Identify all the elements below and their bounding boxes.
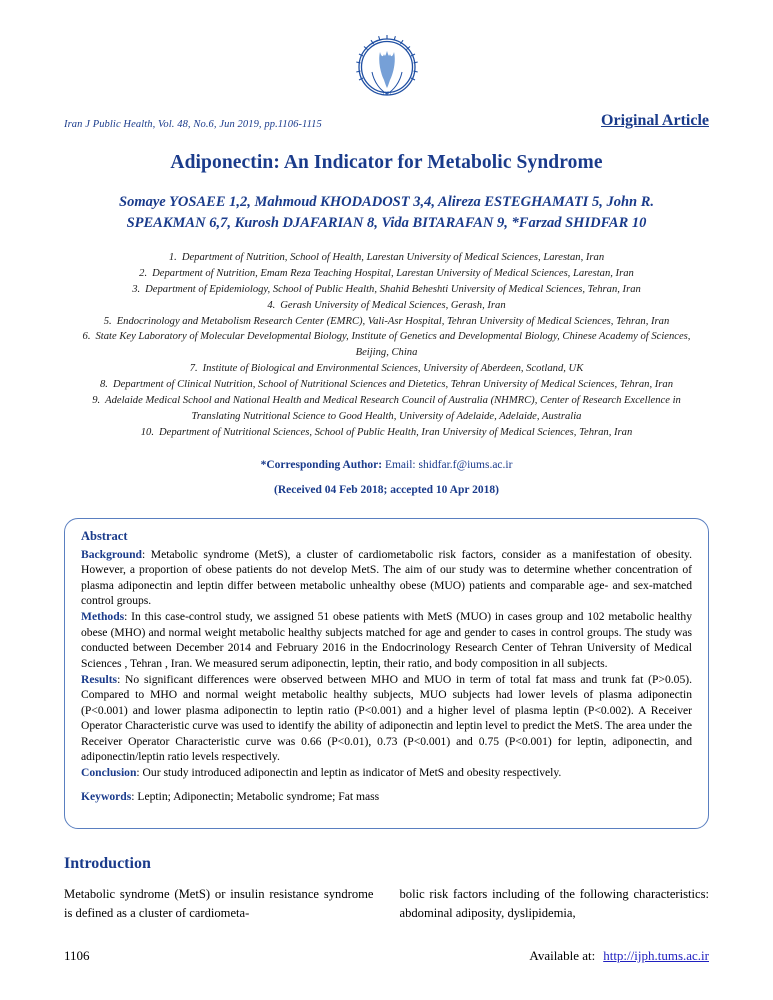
affiliation-number: 5.	[103, 315, 112, 327]
author-list	[64, 192, 709, 234]
affiliation-item	[68, 298, 705, 314]
affiliation-item	[68, 266, 705, 282]
affiliation-item	[68, 425, 705, 441]
affiliation-text: Gerash University of Medical Sciences, Gerash, Iran	[280, 299, 506, 311]
introduction-column-right: bolic risk factors including of the following characteristics: abdominal adiposity, dyslipidemia,	[399, 887, 709, 921]
affiliation-list	[64, 250, 709, 441]
abstract-heading: Abstract	[81, 528, 128, 543]
iran-university-emblem-icon	[350, 30, 424, 104]
abstract-conclusion-text: : Our study introduced adiponectin and leptin as indicator of MetS and obesity respectively.	[136, 766, 562, 780]
affiliation-item	[68, 314, 705, 330]
available-label: Available at:	[529, 948, 596, 963]
affiliation-item	[68, 282, 705, 298]
author-line-2: SPEAKMAN 6,7, Kurosh DJAFARIAN 8, Vida BITARAFAN 9, *Farzad SHIDFAR 10	[126, 215, 647, 232]
author-line-1: Somaye YOSAEE 1,2, Mahmoud KHODADOST 3,4, Alireza ESTEGHAMATI 5, John R.	[119, 194, 654, 210]
affiliation-number: 3.	[132, 283, 141, 295]
abstract-methods	[81, 609, 692, 671]
header-row	[64, 112, 709, 132]
abstract-conclusion-label: Conclusion	[81, 766, 137, 780]
abstract-box	[64, 518, 709, 830]
journal-reference: Iran J Public Health, Vol. 48, No.6, Jun 2019, pp.1106-1115	[64, 119, 322, 130]
keywords-text: : Leptin; Adiponectin; Metabolic syndrome; Fat mass	[131, 789, 380, 803]
keywords	[81, 790, 692, 803]
abstract-results	[81, 672, 692, 764]
affiliation-text: Adelaide Medical School and National Health and Medical Research Council of Australia (NHMRC), Center of Research Excellence in Translating Nutritional Science to Good Health, University of Adelaide, Adelaide, Australia	[105, 395, 681, 422]
affiliation-number: 7.	[189, 363, 198, 375]
affiliation-number: 6.	[82, 331, 91, 343]
affiliation-text: Department of Epidemiology, School of Public Health, Shahid Beheshti University of Medical Sciences, Tehran, Iran	[145, 283, 641, 295]
affiliation-text: Department of Clinical Nutrition, School of Nutritional Sciences and Dietetics, Tehran University of Medical Sciences, Tehran, Iran	[112, 379, 673, 391]
availability	[529, 948, 709, 964]
affiliation-text: Endocrinology and Metabolism Research Center (EMRC), Vali-Asr Hospital, Tehran University of Medical Sciences, Tehran, Iran	[116, 315, 670, 327]
affiliation-item	[68, 329, 705, 361]
affiliation-item	[68, 377, 705, 393]
page-title: Adiponectin: An Indicator for Metabolic Syndrome	[170, 152, 603, 173]
received-dates: (Received 04 Feb 2018; accepted 10 Apr 2018)	[274, 483, 499, 496]
abstract-methods-label: Methods	[81, 610, 125, 624]
introduction-columns	[64, 885, 709, 923]
affiliation-number: 8.	[100, 379, 108, 391]
keywords-label: Keywords	[81, 789, 132, 803]
affiliation-text: Department of Nutrition, Emam Reza Teaching Hospital, Larestan University of Medical Sciences, Larestan, Iran	[152, 267, 634, 279]
affiliation-number: 9.	[92, 395, 101, 407]
corresponding-author	[64, 459, 709, 471]
abstract-methods-text: : In this case-control study, we assigned 51 obese patients with MetS (MUO) in cases group and 102 metabolic healthy obese (MHO) and normal weight metabolic healthy subjects matched for age and gender to cases in control groups. The study was conducted between December 2014 and February 2016 in the Endocrinology Research Center of Tehran University of Medical Sciences , Tehran , Iran. We measured serum adiponectin, leptin, their ratio, and body composition in all subjects.	[81, 610, 692, 670]
introduction-heading: Introduction	[64, 855, 151, 873]
emblem-container	[64, 0, 709, 104]
abstract-results-label: Results	[81, 672, 118, 686]
abstract-background	[81, 547, 692, 609]
abstract-background-text: : Metabolic syndrome (MetS), a cluster of cardiometabolic risk factors, consider as a manifestation of obesity. However, a proportion of obese patients do not develop MetS. The aim of our study was to determine whether concentration of plasma adiponectin and leptin differ between metabolic unhealthy obese (MUO) patients and comparable age- and sex-matched control groups.	[81, 547, 692, 607]
affiliation-text: Department of Nutrition, School of Health, Larestan University of Medical Sciences, Larestan, Iran	[181, 252, 605, 264]
affiliation-number: 2.	[139, 267, 148, 279]
abstract-conclusion	[81, 765, 692, 780]
affiliation-item	[68, 250, 705, 266]
abstract-background-label: Background	[81, 547, 142, 561]
page-footer	[64, 948, 709, 964]
abstract-results-text: : No significant differences were observed between MHO and MUO in term of total fat mass and trunk fat (P>0.05). Compared to MHO and normal weight metabolic healthy subjects, MUO subjects had lower levels of plasma adiponectin (P<0.001) and lower plasma adiponectin to leptin ratio (P<0.001) and a higher level of plasma leptin (P<0.002). A Receiver Operator Characteristic curve was used to identify the ability of adiponectin and leptin level to predict the MetS. The area under the Receiver Operator Characteristic curve was 0.66 (P<0.01), 0.73 (P<0.001) and 0.75 (P<0.001) for leptin, adiponectin, and adiponectin/leptin ratio levels respectively.	[81, 672, 692, 763]
page-number: 1106	[64, 948, 90, 963]
affiliation-number: 10.	[140, 426, 154, 438]
affiliation-item	[68, 393, 705, 425]
emblem-year: 1971	[381, 90, 392, 96]
affiliation-number: 4.	[267, 299, 276, 311]
affiliation-text: Department of Nutritional Sciences, School of Public Health, Iran University of Medical Sciences, Tehran, Iran	[158, 426, 633, 438]
corresponding-label: *Corresponding Author:	[260, 458, 383, 471]
article-type-label: Original Article	[601, 112, 709, 129]
affiliation-number: 1.	[168, 252, 177, 264]
journal-url-link[interactable]: http://ijph.tums.ac.ir	[603, 948, 709, 963]
affiliation-text: State Key Laboratory of Molecular Developmental Biology, Institute of Genetics and Developmental Biology, Chinese Academy of Sciences, Beijing, China	[95, 331, 691, 359]
affiliation-item	[68, 361, 705, 377]
affiliation-text: Institute of Biological and Environmental Sciences, University of Aberdeen, Scotland, UK	[202, 363, 584, 375]
corresponding-email[interactable]: Email: shidfar.f@iums.ac.ir	[384, 458, 513, 471]
introduction-column-left: Metabolic syndrome (MetS) or insulin resistance syndrome is defined as a cluster of cardiometa-	[64, 887, 374, 921]
